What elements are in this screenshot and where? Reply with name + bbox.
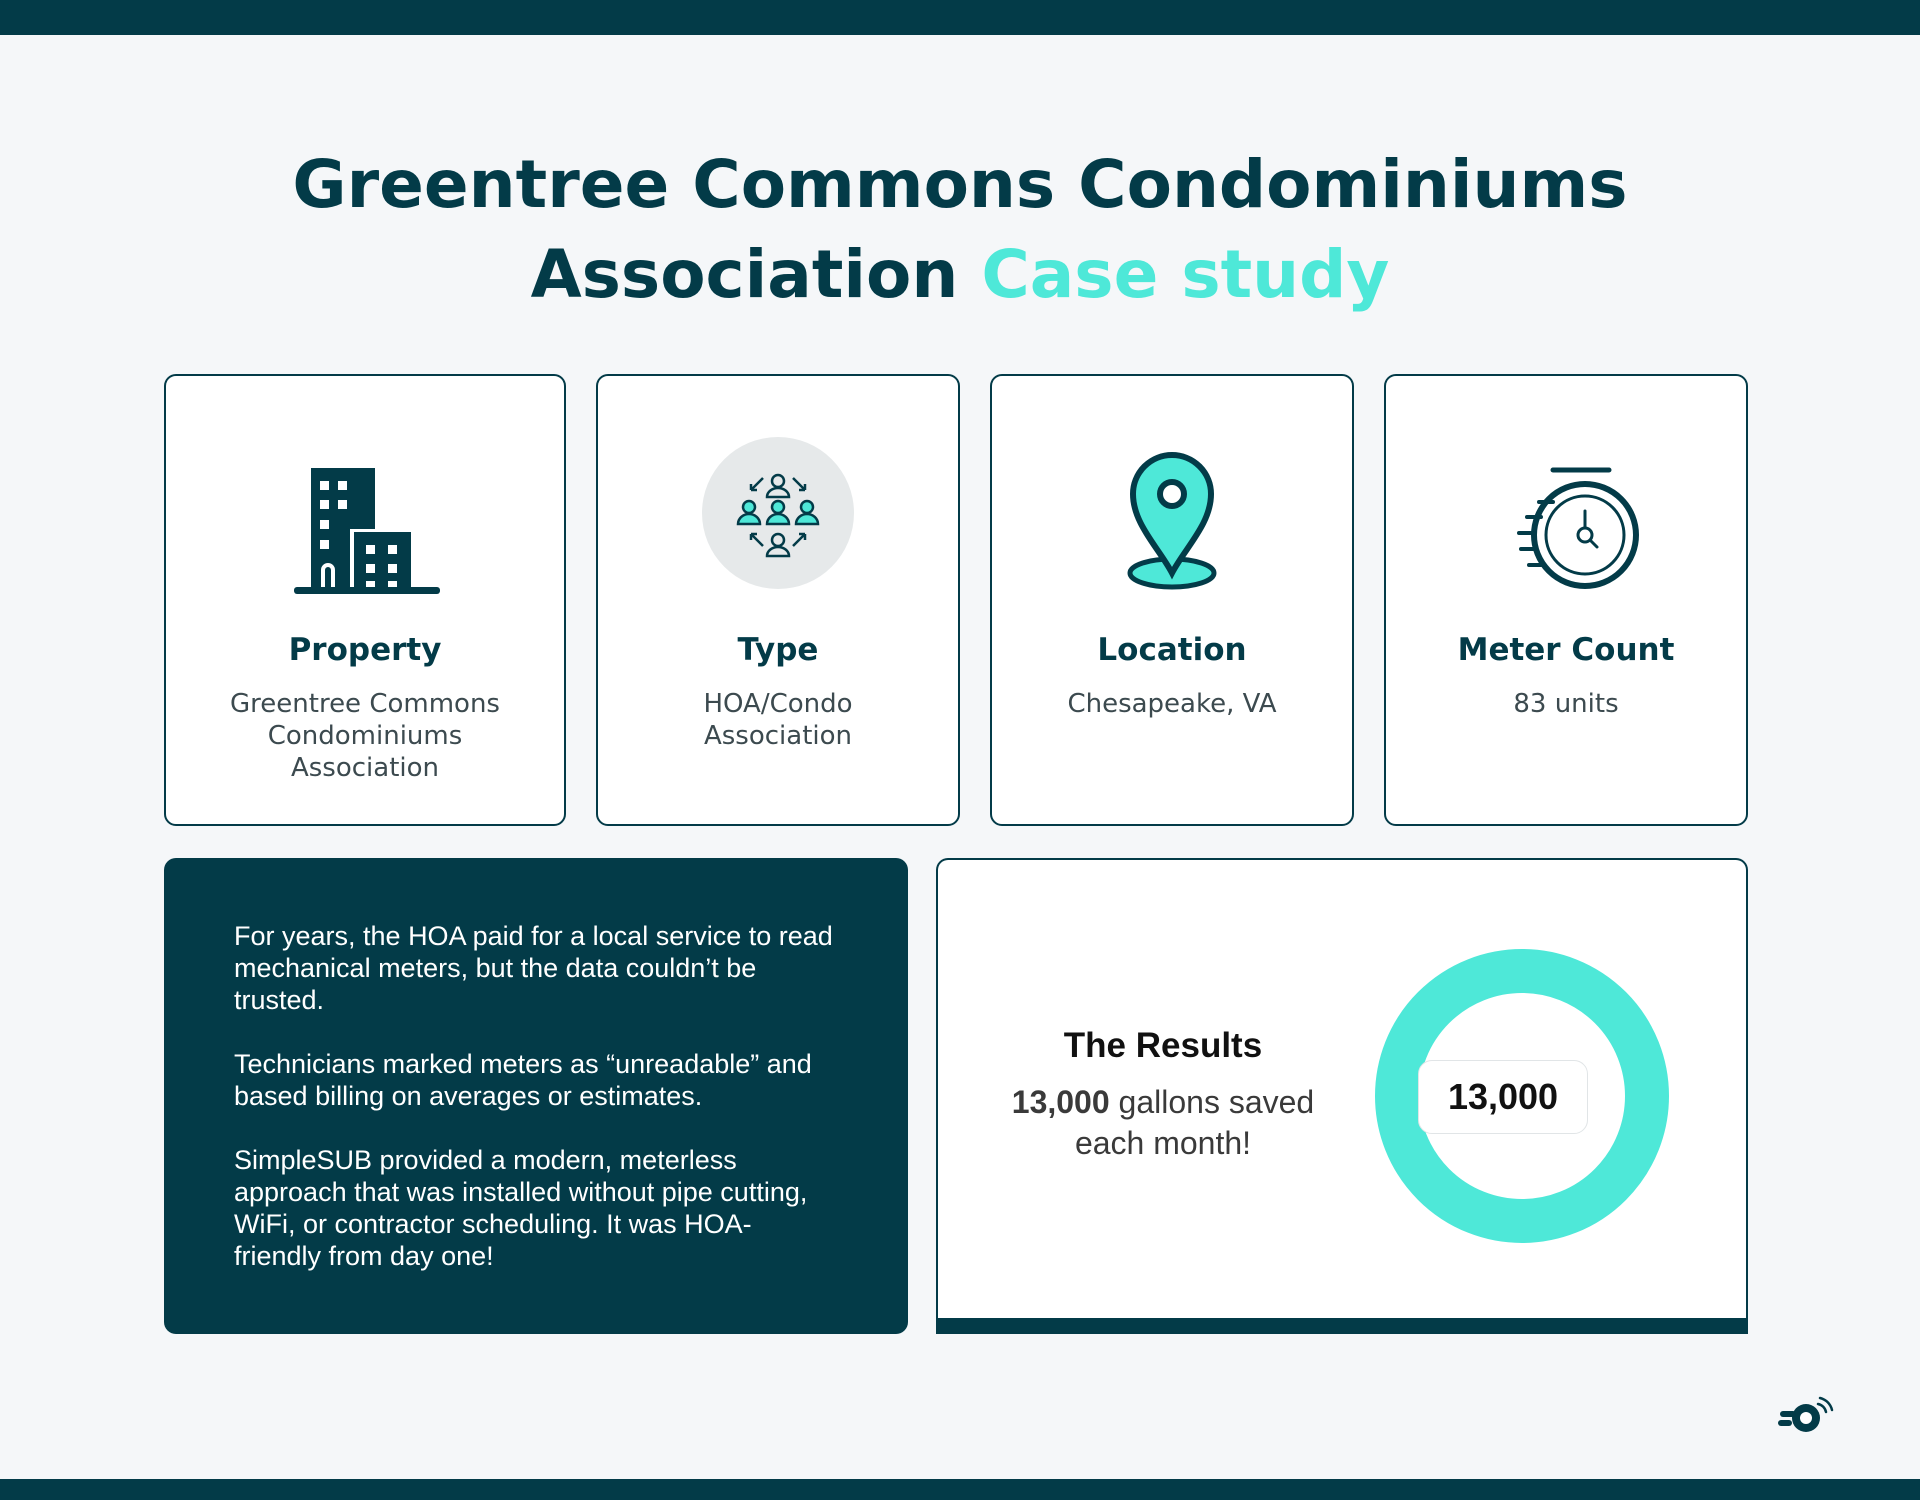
stopwatch-icon [1481,428,1651,598]
story-panel [164,858,908,1334]
title-accent: Case study [981,236,1390,313]
story-paragraph: Technicians marked meters as “unreadable” and based billing on averages or estimates. [234,1049,812,1111]
results-title: The Results [1063,1026,1263,1065]
card-value: HOA/Condo Association [703,689,853,751]
results-text-after: gallons saved each month! [1074,1084,1315,1161]
card-value: 83 units [1513,689,1619,719]
card-meter-count [1384,374,1748,826]
card-property [164,374,566,826]
card-location [990,374,1354,826]
title-line-1: Greentree Commons Condominiums [292,146,1628,223]
story-paragraph: For years, the HOA paid for a local service to read mechanical meters, but the data couldn’t be trusted. [234,921,833,1015]
results-panel [936,858,1748,1334]
story-paragraph: SimpleSUB provided a modern, meterless approach that was installed without pipe cutting, WiFi, or contractor scheduling. It was HOA-friendly from day one! [234,1145,808,1271]
card-label: Location [1097,632,1247,668]
simplesub-logo-icon [1776,1390,1838,1438]
people-network-icon [693,428,863,598]
title-line-2-main: Association [530,236,959,313]
results-highlight: 13,000 [1011,1084,1110,1120]
card-type [596,374,960,826]
location-pin-icon [1087,428,1257,598]
results-text [998,1082,1328,1164]
top-bar [0,0,1920,35]
card-value: Greentree Commons Condominiums Association [230,689,500,783]
page-title [160,140,1760,320]
donut-value: 13,000 [1418,1060,1588,1134]
card-label: Meter Count [1457,632,1675,668]
card-label: Type [737,632,819,668]
card-value: Chesapeake, VA [1067,689,1277,719]
building-icon [280,428,450,598]
card-label: Property [288,632,442,668]
bottom-bar [0,1479,1920,1500]
